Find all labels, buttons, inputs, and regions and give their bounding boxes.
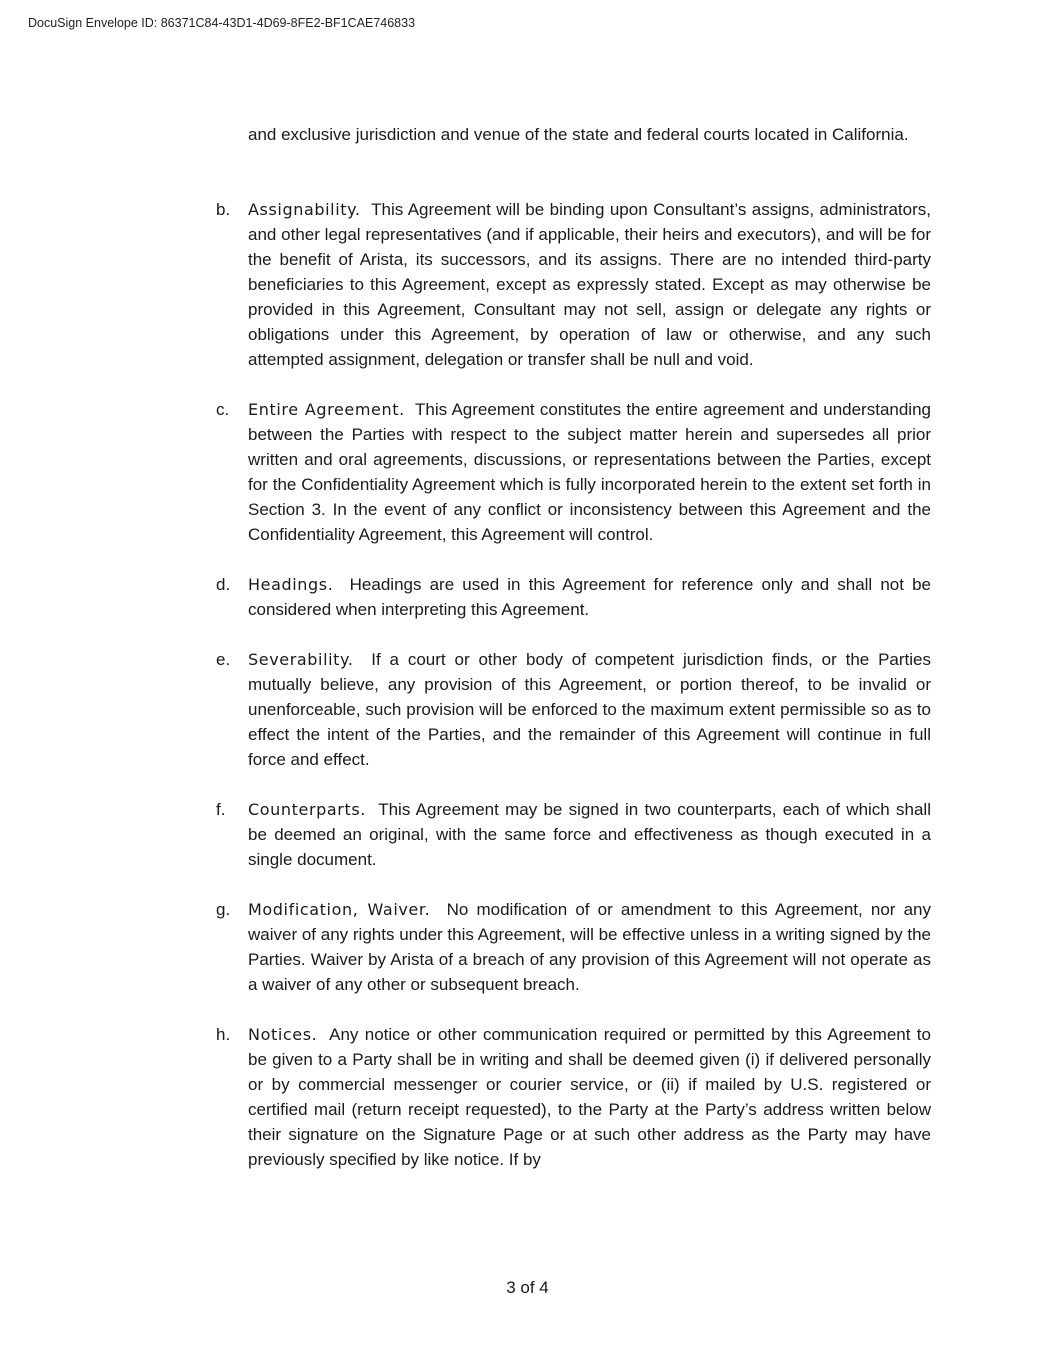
- clause-heading: Notices.: [248, 1025, 318, 1044]
- clause-body: If a court or other body of competent jurisdiction finds, or the Parties mutually believe, any provision of this Agreement, or portion thereof, to be invalid or unenforceable, such provision will be enforced to the maximum extent permissible so as to effect the intent of the Parties, and the remainder of this Agreement will continue in full force and effect.: [248, 650, 931, 769]
- clause-body: This Agreement may be signed in two counterparts, each of which shall be deemed an original, with the same force and effectiveness as though executed in a single document.: [248, 800, 931, 869]
- clause-list: [216, 197, 931, 1197]
- clause-heading: Entire Agreement.: [248, 400, 405, 419]
- clause-item: [216, 897, 931, 997]
- clause-item: [216, 797, 931, 872]
- clause-item: [216, 1022, 931, 1172]
- clause-body: Headings are used in this Agreement for reference only and shall not be considered when interpreting this Agreement.: [248, 575, 931, 619]
- clause-letter: e.: [216, 650, 231, 669]
- clause-letter: f.: [216, 800, 226, 819]
- clause-heading: Counterparts.: [248, 800, 366, 819]
- clause-heading: Severability.: [248, 650, 354, 669]
- clause-item: [216, 647, 931, 772]
- clause-letter: d.: [216, 575, 231, 594]
- clause-heading: Assignability.: [248, 200, 361, 219]
- clause-letter: b.: [216, 200, 231, 219]
- clause-heading: Modification, Waiver.: [248, 900, 431, 919]
- clause-body: No modification of or amendment to this Agreement, nor any waiver of any rights under this Agreement, will be effective unless in a writing signed by the Parties. Waiver by Arista of a breach of any provision of this Agreement will not operate as a waiver of any other or subsequent breach.: [248, 900, 931, 994]
- clause-body: This Agreement will be binding upon Consultant’s assigns, administrators, and other legal representatives (and if applicable, their heirs and executors), and will be for the benefit of Arista, its successors, and its assigns. There are no intended third-party beneficiaries to this Agreement, except as expressly stated. Except as may otherwise be provided in this Agreement, Consultant may not sell, assign or delegate any rights or obligations under this Agreement, by operation of law or otherwise, and any such attempted assignment, delegation or transfer shall be null and void.: [248, 200, 931, 369]
- clause-item: [216, 197, 931, 372]
- clause-heading: Headings.: [248, 575, 334, 594]
- clause-body: Any notice or other communication required or permitted by this Agreement to be given to a Party shall be in writing and shall be deemed given (i) if delivered personally or by commercial messenger or courier service, or (ii) if mailed by U.S. registered or certified mail (return receipt requested), to the Party at the Party’s address written below their signature on the Signature Page or at such other address as the Party may have previously specified by like notice. If by: [248, 1025, 931, 1169]
- clause-letter: g.: [216, 900, 231, 919]
- page-number: 3 of 4: [506, 1278, 549, 1297]
- clause-letter: c.: [216, 400, 230, 419]
- clause-item: [216, 572, 931, 622]
- envelope-id: DocuSign Envelope ID: 86371C84-43D1-4D69-8FE2-BF1CAE746833: [28, 16, 416, 30]
- clause-item: [216, 397, 931, 547]
- clause-letter: h.: [216, 1025, 231, 1044]
- clause-body: This Agreement constitutes the entire agreement and understanding between the Parties with respect to the subject matter herein and supersedes all prior written and oral agreements, discussions, or representations between the Parties, except for the Confidentiality Agreement which is fully incorporated herein to the extent set forth in Section 3. In the event of any conflict or inconsistency between this Agreement and the Confidentiality Agreement, this Agreement will control.: [248, 400, 931, 544]
- intro-paragraph: and exclusive jurisdiction and venue of the state and federal courts located in California.: [248, 125, 909, 144]
